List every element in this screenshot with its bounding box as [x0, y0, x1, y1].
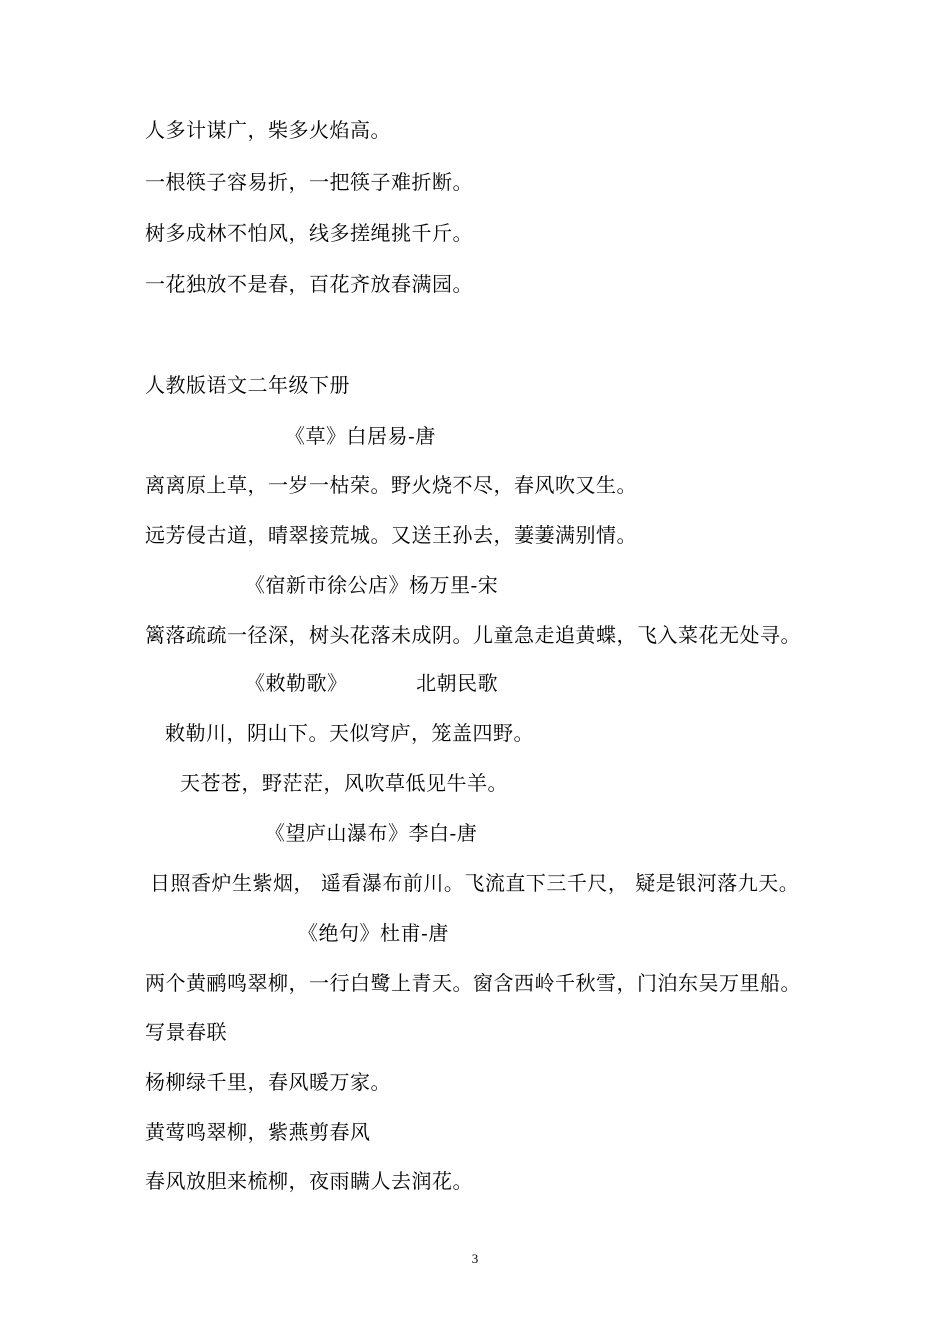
proverb-line-2: 一根筷子容易折，一把筷子难折断。 — [145, 170, 473, 194]
couplet-line: 黄莺鸣翠柳，紫燕剪春风 — [145, 1120, 371, 1144]
section-title: 人教版语文二年级下册 — [145, 373, 350, 397]
poem-line: 两个黄鹂鸣翠柳，一行白鹭上青天。窗含西岭千秋雪，门泊东吴万里船。 — [145, 971, 801, 995]
poem-line: 篱落疏疏一径深，树头花落未成阴。儿童急走追黄蝶，飞入菜花无处寻。 — [145, 623, 801, 647]
poem-line: 远芳侵古道，晴翠接荒城。又送王孙去，萋萋满别情。 — [145, 523, 637, 547]
poem-heading-jueju: 《绝句》杜甫-唐 — [298, 921, 449, 945]
poem-heading-chilege: 《敕勒歌》 北朝民歌 — [245, 671, 499, 695]
proverb-line-4: 一花独放不是春，百花齐放春满园。 — [145, 272, 473, 296]
poem-heading-grass: 《草》白居易-唐 — [285, 424, 436, 448]
poem-heading-suxinshi: 《宿新市徐公店》杨万里-宋 — [245, 573, 499, 597]
poem-line: 天苍苍，野茫茫，风吹草低见牛羊。 — [180, 771, 508, 795]
proverb-line-1: 人多计谋广，柴多火焰高。 — [145, 118, 391, 142]
poem-line: 离离原上草，一岁一枯荣。野火烧不尽，春风吹又生。 — [145, 473, 637, 497]
proverb-line-3: 树多成林不怕风，线多搓绳挑千斤。 — [145, 221, 473, 245]
poem-heading-lushan: 《望庐山瀑布》李白-唐 — [265, 821, 478, 845]
page-number: 3 — [471, 1251, 479, 1266]
poem-line: 敕勒川，阴山下。天似穹庐，笼盖四野。 — [165, 721, 534, 745]
couplet-line: 春风放胆来梳柳，夜雨瞒人去润花。 — [145, 1169, 473, 1193]
couplet-line: 杨柳绿千里，春风暖万家。 — [145, 1070, 391, 1094]
couplets-title: 写景春联 — [145, 1020, 227, 1044]
poem-line: 日照香炉生紫烟， 遥看瀑布前川。飞流直下三千尺， 疑是银河落九天。 — [150, 871, 800, 895]
